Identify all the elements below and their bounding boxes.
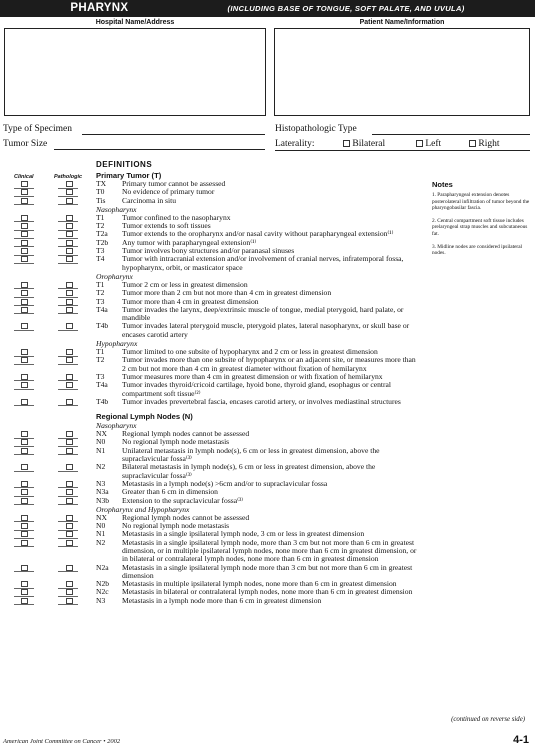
hospital-label: Hospital Name/Address <box>95 19 175 26</box>
stage-code: N0 <box>96 437 106 447</box>
stage-code: T2 <box>96 221 105 231</box>
stage-description: Bilateral metastasis in lymph node(s), 6 cm or less in greatest dimension, above the supraclavicular fossa⁽³⁾ <box>122 462 376 480</box>
definitions-list <box>0 171 420 605</box>
stage-description: Tumor invades more than one subsite of hypopharynx or an adjacent site, or measures more than 2 cm but not more than 4 cm in greatest diameter without fixation of hemilarynx <box>122 355 416 373</box>
clinical-checkbox[interactable] <box>21 349 28 355</box>
nasopharynx-n-heading: Nasopharynx <box>96 421 137 431</box>
stage-code: T0 <box>96 187 105 197</box>
stage-code: NX <box>96 512 107 522</box>
pathologic-checkbox[interactable] <box>66 515 73 521</box>
laterality-line <box>275 150 530 151</box>
right-label: Right <box>478 139 500 149</box>
stage-code: T1 <box>96 212 105 222</box>
patient-label: Patient Name/Information <box>359 19 445 26</box>
clinical-checkbox[interactable] <box>21 399 28 405</box>
stage-description: Regional lymph nodes cannot be assessed <box>122 429 250 439</box>
note-3: 3. Midline nodes are considered ipsilateral nodes. <box>432 243 523 257</box>
clinical-checkbox[interactable] <box>21 382 28 388</box>
stage-description: Metastasis in a lymph node(s) >6cm and/or to supraclavicular fossa <box>122 478 328 488</box>
clinical-checkbox[interactable] <box>21 439 28 445</box>
definition-row <box>0 356 420 373</box>
stage-description: Tumor invades the larynx, deep/extrinsic muscle of tongue, medial pterygoid, hard palate, or mandible <box>122 304 404 323</box>
clinical-checkbox[interactable] <box>21 374 28 380</box>
definition-row <box>0 255 420 272</box>
stage-description: Tumor more than 2 cm but not more than 4 cm in greatest dimension <box>122 288 332 298</box>
stage-description: Tumor involves bony structures and/or paranasal sinuses <box>122 246 295 256</box>
pathologic-checkbox[interactable] <box>66 231 73 237</box>
stage-description: Tumor more than 4 cm in greatest dimension <box>122 296 259 306</box>
histopathologic-line[interactable] <box>372 134 530 135</box>
stage-code: T3 <box>96 371 105 381</box>
stage-code: N2c <box>96 587 109 597</box>
pathologic-checkbox[interactable] <box>66 565 73 571</box>
stage-code: T4b <box>96 396 109 406</box>
stage-description: Metastasis in a lymph node more than 6 cm in greatest dimension <box>122 595 322 605</box>
stage-code: TX <box>96 179 107 188</box>
stage-code: T4b <box>96 321 109 331</box>
pathologic-checkbox[interactable] <box>66 248 73 254</box>
right-checkbox[interactable] <box>469 140 476 147</box>
clinical-checkbox[interactable] <box>21 231 28 237</box>
clinical-checkbox[interactable] <box>21 323 28 329</box>
pathologic-checkbox[interactable] <box>66 523 73 529</box>
clinical-checkbox[interactable] <box>21 589 28 595</box>
stage-code: N2 <box>96 462 106 472</box>
notes-panel <box>432 180 532 263</box>
stage-description: No regional lymph node metastasis <box>122 521 230 531</box>
clinical-checkbox[interactable] <box>21 498 28 504</box>
clinical-checkbox[interactable] <box>21 464 28 470</box>
title-main: PHARYNX <box>70 2 129 14</box>
stage-description: Tumor invades lateral pterygoid muscle, pterygoid plates, lateral nasopharynx, or skull base or encases carotid artery <box>122 321 410 339</box>
definition-row <box>0 539 420 564</box>
clinical-checkbox[interactable] <box>21 531 28 537</box>
laterality-bilateral[interactable] <box>343 139 385 149</box>
oro-hypo-n-heading: Oropharynx and Hypopharynx <box>96 504 190 514</box>
stage-code: N1 <box>96 529 106 539</box>
tumor-size-label: Tumor Size <box>3 139 48 149</box>
clinical-checkbox[interactable] <box>21 598 28 604</box>
pathologic-checkbox[interactable] <box>66 189 73 195</box>
pathologic-checkbox[interactable] <box>66 399 73 405</box>
notes-title: Notes <box>432 180 453 189</box>
stage-description: Metastasis in bilateral or contralateral lymph nodes, none more than 6 cm in greatest dimension <box>122 587 413 597</box>
stage-code: N0 <box>96 521 106 531</box>
stage-description: No evidence of primary tumor <box>122 187 215 197</box>
clinical-checkbox[interactable] <box>21 248 28 254</box>
stage-code: N1 <box>96 445 106 455</box>
stage-description: Tumor extends to the oropharynx and/or nasal cavity without parapharyngeal extension⁽¹⁾ <box>122 229 394 239</box>
stage-description: Extension to the supraclavicular fossa⁽³⁾ <box>122 495 244 505</box>
stage-code: Tis <box>96 195 106 205</box>
pathologic-checkbox[interactable] <box>66 349 73 355</box>
stage-code: N3 <box>96 478 106 488</box>
pathologic-checkbox[interactable] <box>66 256 73 262</box>
oropharynx-t-heading: Oropharynx <box>96 271 133 281</box>
stage-code: T2b <box>96 237 109 247</box>
clinical-checkbox[interactable] <box>21 307 28 313</box>
pathologic-checkbox[interactable] <box>66 198 73 204</box>
clinical-checkbox[interactable] <box>21 431 28 437</box>
stage-code: T1 <box>96 279 105 289</box>
pathologic-checkbox[interactable] <box>66 464 73 470</box>
clinical-checkbox[interactable] <box>21 181 28 187</box>
hypopharynx-t-heading: Hypopharynx <box>96 339 138 349</box>
stage-description: Metastasis in multiple ipsilateral lymph nodes, none more than 6 cm in greatest dimension <box>122 579 397 589</box>
title-sub: (INCLUDING BASE OF TONGUE, SOFT PALATE, AND UVULA) <box>227 4 465 13</box>
stage-code: T2 <box>96 355 105 365</box>
definition-row <box>0 398 420 406</box>
left-label: Left <box>425 139 442 149</box>
pathologic-checkbox[interactable] <box>66 223 73 229</box>
clinical-checkbox[interactable] <box>21 256 28 262</box>
clinical-checkbox[interactable] <box>21 223 28 229</box>
stage-code: N3a <box>96 487 109 497</box>
pathologic-checkbox[interactable] <box>66 589 73 595</box>
stage-description: Tumor limited to one subsite of hypopharynx and 2 cm or less in greatest dimension <box>122 347 378 357</box>
histopathologic-label: Histopathologic Type <box>275 124 357 134</box>
stage-description: Tumor invades prevertebral fascia, encases carotid artery, or involves mediastinal structures <box>122 396 401 406</box>
left-checkbox[interactable] <box>416 140 423 147</box>
stage-description: Primary tumor cannot be assessed <box>122 179 226 188</box>
clinical-checkbox[interactable] <box>21 215 28 221</box>
stage-description: Metastasis in a single ipsilateral lymph node more than 3 cm but not more than 6 cm in greatest dimension <box>122 562 413 580</box>
pathologic-checkbox[interactable] <box>66 540 73 546</box>
continued-note: (continued on reverse side) <box>451 716 525 723</box>
pathologic-checkbox[interactable] <box>66 357 73 363</box>
clinical-checkbox[interactable] <box>21 448 28 454</box>
stage-description: Unilateral metastasis in lymph node(s), 6 cm or less in greatest dimension, above the supraclavicular fossa⁽³⁾ <box>122 445 380 464</box>
stage-description: Metastasis in a single ipsilateral lymph node, more than 3 cm but not more than 6 cm in greatest dimension, or in multiple ipsilateral lymph nodes, none more than 6 cm in greatest dimension, or in bilateral or contralateral lymph nodes, none more than 6 cm in greatest dimension <box>122 537 417 564</box>
stage-description: Greater than 6 cm in dimension <box>122 487 218 497</box>
pathologic-checkbox[interactable] <box>66 431 73 437</box>
clinical-checkbox[interactable] <box>21 240 28 246</box>
stage-description: Regional lymph nodes cannot be assessed <box>122 512 250 522</box>
stage-code: T4 <box>96 254 105 264</box>
laterality-label: Laterality: <box>275 139 315 149</box>
publisher: American Joint Committee on Cancer • 2002 <box>3 738 121 745</box>
definition-row <box>0 497 420 505</box>
stage-description: Metastasis in a single ipsilateral lymph node, 3 cm or less in greatest dimension <box>122 529 365 539</box>
stage-code: T3 <box>96 246 105 256</box>
clinical-checkbox[interactable] <box>21 282 28 288</box>
page-number: 4-1 <box>513 734 529 746</box>
stage-description: Tumor with intracranial extension and/or involvement of cranial nerves, infratemporal fossa, hypopharynx, orbit, or masticator space <box>122 254 404 272</box>
clinical-checkbox[interactable] <box>21 198 28 204</box>
stage-code: T2a <box>96 229 108 239</box>
stage-code: N2 <box>96 537 106 547</box>
pathologic-checkbox[interactable] <box>66 290 73 296</box>
definition-row <box>0 188 420 196</box>
definition-row <box>0 463 420 480</box>
definition-row <box>0 322 420 339</box>
note-1: 1. Parapharyngeal extension denotes posterolateral infiltration of tumor beyond the pharyngobasilar fascia. <box>432 192 530 212</box>
stage-code: NX <box>96 429 107 439</box>
pathologic-checkbox[interactable] <box>66 307 73 313</box>
definition-row <box>0 564 420 581</box>
form-title <box>0 0 535 17</box>
stage-code: T2 <box>96 288 105 298</box>
primary-tumor-heading: Primary Tumor (T) <box>96 171 162 180</box>
patient-box[interactable] <box>274 28 530 116</box>
stage-description: Any tumor with parapharyngeal extension⁽¹⁾ <box>122 237 257 247</box>
pathologic-checkbox[interactable] <box>66 299 73 305</box>
stage-code: T3 <box>96 296 105 306</box>
pathologic-checkbox[interactable] <box>66 439 73 445</box>
laterality-left[interactable] <box>416 139 441 149</box>
specimen-line[interactable] <box>82 134 265 135</box>
specimen-label: Type of Specimen <box>3 124 72 134</box>
pathologic-checkbox[interactable] <box>66 581 73 587</box>
pathologic-checkbox[interactable] <box>66 498 73 504</box>
stage-code: N2b <box>96 579 110 589</box>
definition-row <box>0 306 420 323</box>
definition-row <box>0 597 420 605</box>
clinical-checkbox[interactable] <box>21 565 28 571</box>
clinical-checkbox[interactable] <box>21 581 28 587</box>
clinical-checkbox[interactable] <box>21 523 28 529</box>
stage-description: Tumor confined to the nasopharynx <box>122 212 231 222</box>
clinical-checkbox[interactable] <box>21 540 28 546</box>
definitions-title: DEFINITIONS <box>96 160 153 169</box>
definition-row <box>0 381 420 398</box>
bilateral-label: Bilateral <box>352 139 386 149</box>
clinical-checkbox[interactable] <box>21 481 28 487</box>
clinical-checkbox[interactable] <box>21 189 28 195</box>
stage-code: T4a <box>96 304 108 314</box>
pathologic-checkbox[interactable] <box>66 215 73 221</box>
stage-code: T4a <box>96 380 108 390</box>
stage-code: T1 <box>96 347 105 357</box>
stage-description: Tumor 2 cm or less in greatest dimension <box>122 279 248 289</box>
stage-code: N3 <box>96 595 106 605</box>
pathologic-checkbox[interactable] <box>66 282 73 288</box>
clinical-checkbox[interactable] <box>21 489 28 495</box>
definition-row <box>0 447 420 464</box>
tumor-size-line[interactable] <box>54 149 265 150</box>
hospital-box[interactable] <box>4 28 266 116</box>
stage-description: Carcinoma in situ <box>122 195 176 205</box>
nasopharynx-t-heading: Nasopharynx <box>96 204 137 214</box>
pathologic-checkbox[interactable] <box>66 531 73 537</box>
pathologic-checkbox[interactable] <box>66 481 73 487</box>
pathologic-checkbox[interactable] <box>66 448 73 454</box>
pathologic-checkbox[interactable] <box>66 382 73 388</box>
stage-code: N2a <box>96 562 109 572</box>
stage-description: Tumor extends to soft tissues <box>122 221 211 231</box>
pathologic-checkbox[interactable] <box>66 240 73 246</box>
pathologic-checkbox[interactable] <box>66 598 73 604</box>
definition-row <box>0 197 420 205</box>
stage-code: N3b <box>96 495 110 505</box>
bilateral-checkbox[interactable] <box>343 140 350 147</box>
clinical-checkbox[interactable] <box>21 515 28 521</box>
stage-description: Tumor measures more than 4 cm in greatest dimension or with fixation of hemilarynx <box>122 371 383 381</box>
stage-description: Tumor invades thyroid/cricoid cartilage, hyoid bone, thyroid gland, esophagus or central compartment soft tissue⁽²⁾ <box>122 380 392 398</box>
pathologic-checkbox[interactable] <box>66 181 73 187</box>
clinical-checkbox[interactable] <box>21 357 28 363</box>
clinical-checkbox[interactable] <box>21 299 28 305</box>
lymph-nodes-heading: Regional Lymph Nodes (N) <box>96 412 193 422</box>
clinical-checkbox[interactable] <box>21 290 28 296</box>
stage-description: No regional lymph node metastasis <box>122 437 230 447</box>
note-2: 2. Central compartment soft tissue includes prelaryngeal strap muscles and subcutaneous fat. <box>432 217 528 237</box>
pathologic-checkbox[interactable] <box>66 374 73 380</box>
pathologic-column-header: Pathologic <box>54 174 83 180</box>
clinical-column-header: Clinical <box>14 174 34 180</box>
laterality-right[interactable] <box>469 139 500 149</box>
pathologic-checkbox[interactable] <box>66 489 73 495</box>
pathologic-checkbox[interactable] <box>66 323 73 329</box>
